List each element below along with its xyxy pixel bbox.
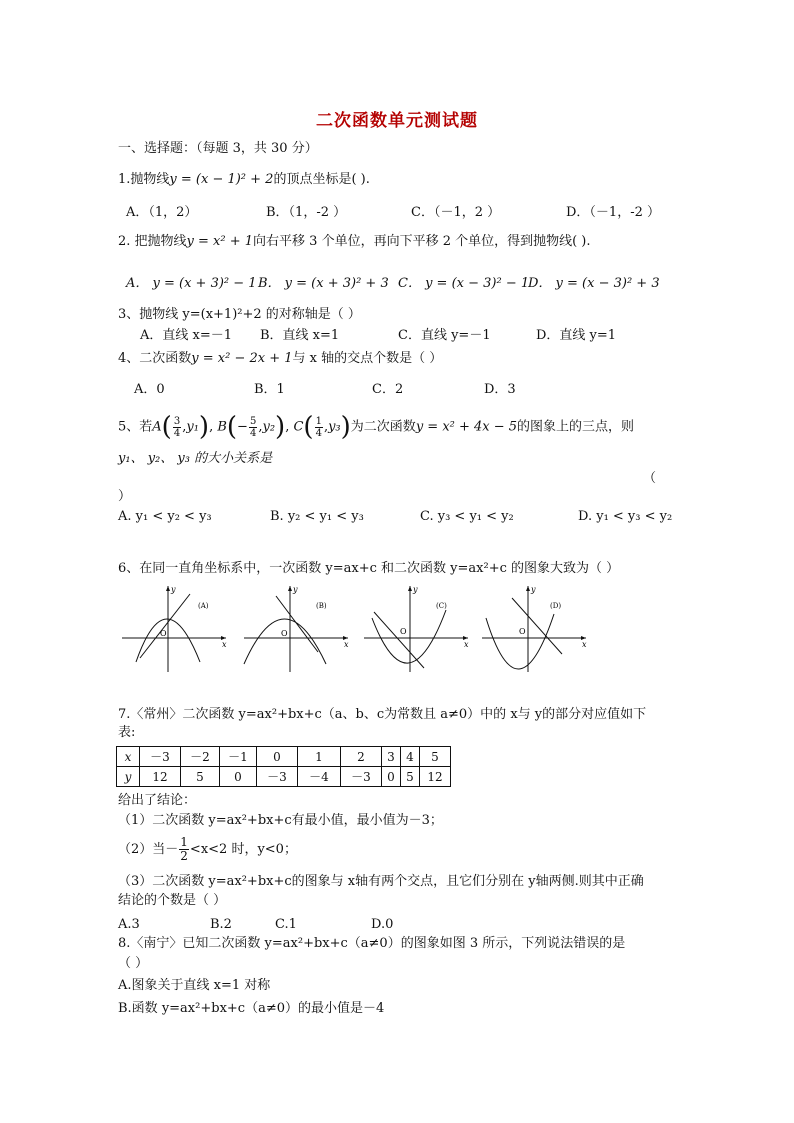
q7-option-c: C.1 bbox=[275, 917, 297, 932]
graph-b-x-label: x bbox=[344, 640, 349, 649]
value-table bbox=[116, 746, 451, 787]
fraction-a: $\frac{3}{4}$ bbox=[173, 415, 181, 439]
q7-option-b: B.2 bbox=[210, 917, 232, 932]
q7-conclusion-1: （1）二次函数 y=ax²+bx+c有最小值，最小值为－3； bbox=[118, 813, 443, 828]
graph-d bbox=[478, 582, 590, 672]
question-2: 2. 把抛物线y = x² + 1向右平移 3 个单位，再向下平移 2 个单位，得到抛物线( ). bbox=[118, 234, 591, 249]
q7-option-d: D.0 bbox=[371, 917, 394, 932]
q8-option-b: B.函数 y=ax²+bx+c（a≠0）的最小值是－4 bbox=[118, 1001, 385, 1016]
graph-d-y-label: y bbox=[531, 585, 536, 594]
q4-option-a: A．0 bbox=[134, 382, 165, 397]
graph-a-label: (A) bbox=[198, 602, 209, 610]
section-heading: 一、选择题：（每题 3，共 30 分） bbox=[118, 141, 318, 156]
table-row: y 12 5 0 －3 －4 －3 0 5 12 bbox=[117, 767, 451, 787]
q2-option-a: A． y = (x + 3)² − 1 bbox=[126, 276, 257, 291]
question-8-cont: （ ） bbox=[118, 956, 149, 971]
question-7: 7.〈常州〉二次函数 y=ax²+bx+c（a、b、c为常数且 a≠0）中的 x与 y的部分对应值如下 bbox=[118, 707, 647, 722]
q2-option-b: B． y = (x + 3)² + 3 bbox=[258, 276, 389, 291]
q7-conclusion-3: （3）二次函数 y=ax²+bx+c的图象与 x轴有两个交点，且它们分别在 y轴两侧.则其中正确 bbox=[118, 874, 644, 889]
q7-option-a: A.3 bbox=[118, 917, 140, 932]
graph-b-y-label: y bbox=[293, 585, 298, 594]
graph-b bbox=[240, 582, 352, 672]
fraction-b: $\frac{5}{4}$ bbox=[249, 415, 257, 439]
q1-option-a: A．（1，2） bbox=[126, 205, 198, 220]
graph-c-x-label: x bbox=[464, 640, 469, 649]
question-6: 6、在同一直角坐标系中，一次函数 y=ax+c 和二次函数 y=ax²+c 的图象大致为（ ） bbox=[118, 561, 620, 576]
q5-option-a: A. y₁ < y₂ < y₃ bbox=[118, 509, 212, 524]
graph-c bbox=[360, 582, 472, 672]
q7-conclusion-heading: 给出了结论： bbox=[118, 793, 197, 808]
q2-formula: y = x² + 1 bbox=[186, 234, 254, 249]
graph-b-origin: O bbox=[281, 629, 288, 638]
question-3: 3、抛物线 y=(x+1)²+2 的对称轴是（ ） bbox=[118, 307, 361, 322]
table-row: x －3 －2 －1 0 1 2 3 4 5 bbox=[117, 747, 451, 767]
question-8: 8.〈南宁〉已知二次函数 y=ax²+bx+c（a≠0）的图象如图 3 所示，下列说法错误的是 bbox=[118, 936, 626, 951]
q5-paren-close: ） bbox=[118, 489, 132, 504]
graph-d-origin: O bbox=[519, 627, 526, 636]
q5-formula: y = x² + 4x − 5 bbox=[415, 419, 518, 435]
graph-d-x-label: x bbox=[582, 640, 587, 649]
q3-option-b: B．直线 x=1 bbox=[260, 328, 340, 343]
q1-option-b: B．（1，-2 ） bbox=[266, 205, 347, 220]
q8-option-a: A.图象关于直线 x=1 对称 bbox=[118, 978, 271, 993]
q1-option-d: D．（－1，-2 ） bbox=[566, 205, 660, 220]
q5-paren-open: （ bbox=[643, 471, 657, 486]
graph-c-y-label: y bbox=[413, 585, 418, 594]
q4-option-d: D．3 bbox=[484, 382, 516, 397]
q4-option-b: B．1 bbox=[254, 382, 285, 397]
q3-option-c: C．直线 y=－1 bbox=[398, 328, 491, 343]
fraction-c: $\frac{1}{4}$ bbox=[315, 415, 322, 439]
q4-option-c: C．2 bbox=[372, 382, 404, 397]
graph-c-label: (C) bbox=[436, 602, 447, 610]
graph-a-x-label: x bbox=[222, 640, 227, 649]
q3-option-a: A．直线 x=－1 bbox=[140, 328, 233, 343]
graph-a-origin: O bbox=[160, 629, 167, 638]
q7-fraction: $\frac{1}{2}$ bbox=[180, 835, 188, 863]
q1-option-c: C．（－1，2 ） bbox=[411, 205, 501, 220]
graph-a bbox=[118, 582, 230, 672]
page-title: 二次函数单元测试题 bbox=[316, 111, 478, 131]
question-5: 5、若A( $\frac{3}{4}$ ,y₁), B(− $\frac{5}{4}$ ,y₂), C( $\frac{1}{4}$ ,y₃)为二次函数y = x² + 4x − 5的图象上的三点，则 bbox=[118, 412, 635, 442]
q7-conclusion-2: （2）当－ $\frac{1}{2}$ <x<2 时，y<0； bbox=[118, 835, 297, 863]
q5-option-d: D. y₁ < y₃ < y₂ bbox=[578, 509, 673, 524]
graph-c-origin: O bbox=[400, 627, 407, 636]
q4-formula: y = x² − 2x + 1 bbox=[191, 351, 293, 366]
q7-conclusion-3-cont: 结论的个数是（ ） bbox=[118, 893, 227, 908]
q2-option-d: D． y = (x − 3)² + 3 bbox=[528, 276, 660, 291]
q3-option-d: D．直线 y=1 bbox=[536, 328, 617, 343]
graph-d-label: (D) bbox=[550, 602, 562, 610]
q5-relation-prompt: y₁、 y₂、 y₃ 的大小关系是 bbox=[118, 451, 273, 466]
graph-a-y-label: y bbox=[171, 585, 176, 594]
q2-option-c: C． y = (x − 3)² − 1 bbox=[398, 276, 530, 291]
q1-formula: y = (x − 1)² + 2 bbox=[169, 172, 274, 187]
question-7-cont: 表: bbox=[118, 725, 136, 740]
graph-b-label: (B) bbox=[316, 602, 327, 610]
question-1: 1.抛物线y = (x − 1)² + 2的顶点坐标是( ). bbox=[118, 172, 370, 187]
q5-option-c: C. y₃ < y₁ < y₂ bbox=[420, 509, 514, 524]
q5-option-b: B. y₂ < y₁ < y₃ bbox=[270, 509, 364, 524]
question-4: 4、二次函数y = x² − 2x + 1与 x 轴的交点个数是（ ） bbox=[118, 351, 443, 366]
